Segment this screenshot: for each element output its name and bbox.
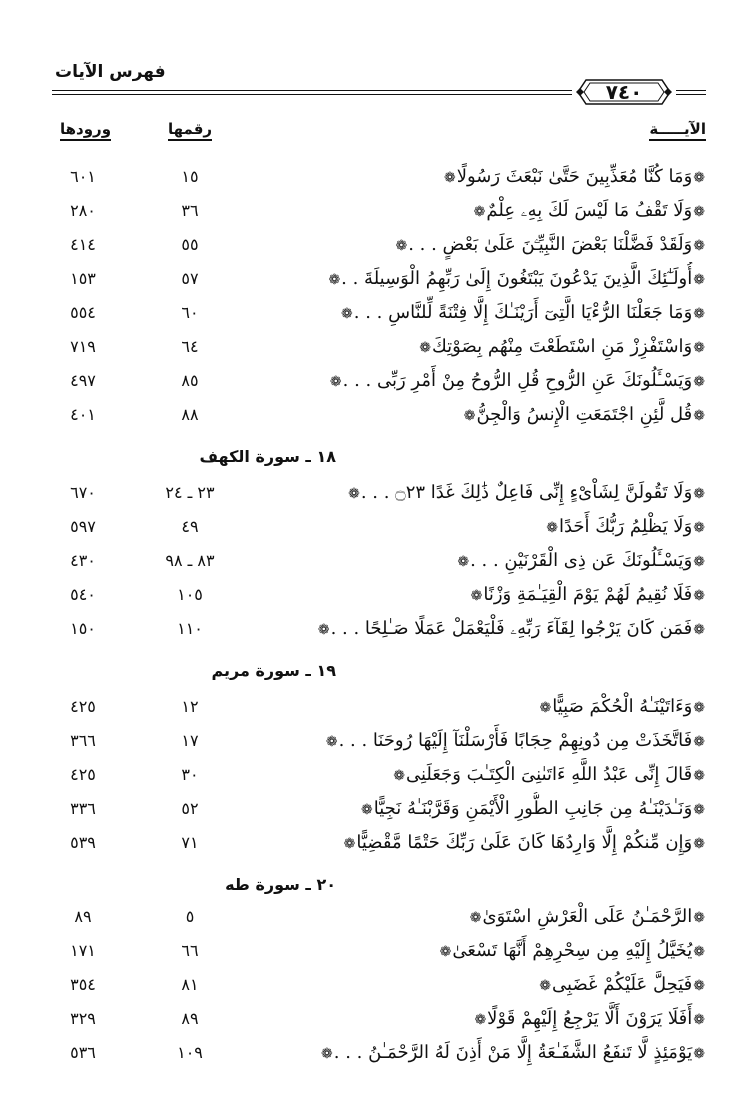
column-header-number: رقمها — [168, 120, 212, 141]
bracket-ornament-icon: ❁ — [474, 1012, 487, 1028]
verse-number: ٧١ — [181, 833, 199, 852]
occurrence-page: ٤١٤ — [70, 235, 96, 254]
verse-string: قَالَ إِنِّى عَبْدُ اللَّهِ ءَاتَىٰنِىَ الْكِتَـٰبَ وَجَعَلَنِى — [405, 764, 693, 785]
table-row — [0, 758, 756, 792]
occurrence-page: ٣٣٦ — [70, 799, 96, 818]
bracket-ornament-icon: ❁ — [693, 1046, 705, 1062]
verse-string: فَمَن كَانَ يَرْجُوا لِقَآءَ رَبِّهِۦ فَلْيَعْمَلْ عَمَلًا صَـٰلِحًا . . . — [330, 618, 693, 639]
bracket-ornament-icon: ❁ — [693, 374, 705, 390]
occurrence-page: ٧١٩ — [70, 337, 96, 356]
occurrence-page: ٥٩٧ — [70, 517, 96, 536]
bracket-ornament-icon: ❁ — [395, 238, 408, 254]
verse-number: ٣٠ — [181, 765, 199, 784]
bracket-ornament-icon: ❁ — [329, 374, 342, 390]
verse-number: ١٥ — [181, 167, 199, 186]
verse-string: وَنَـٰدَيْنَـٰهُ مِن جَانِبِ الطُّورِ الْأَيْمَنِ وَقَرَّبْنَـٰهُ نَجِيًّا — [373, 798, 693, 819]
occurrence-page: ١٥٠ — [70, 619, 96, 638]
surah-heading: ١٨ ـ سورة الكهف — [199, 447, 336, 466]
verse-string: وَمَا كُنَّا مُعَذِّبِينَ حَتَّىٰ نَبْعَثَ رَسُولًا — [456, 166, 693, 187]
bracket-ornament-icon: ❁ — [539, 978, 552, 994]
verse-string: قُل لَّئِنِ اجْتَمَعَتِ الْإِنسُ وَالْجِنُّ — [476, 404, 693, 425]
occurrence-page: ٥٥٤ — [70, 303, 96, 322]
verse-text — [276, 262, 706, 296]
verse-string: وَيَسْـَٔلُونَكَ عَنِ الرُّوحِ قُلِ الرُّوحُ مِنْ أَمْرِ رَبِّى . . . — [342, 370, 693, 391]
table-row — [0, 544, 756, 578]
bracket-ornament-icon: ❁ — [393, 768, 405, 784]
table-row — [0, 476, 756, 510]
verse-text — [276, 510, 706, 544]
verse-string: وَمَا جَعَلْنَا الرُّءْيَا الَّتِىٓ أَرَيْنَـٰكَ إِلَّا فِتْنَةً لِّلنَّاسِ . . . — [353, 302, 693, 323]
surah-heading: ٢٠ ـ سورة طه — [225, 875, 336, 894]
verse-text — [276, 228, 706, 262]
table-row — [0, 364, 756, 398]
occurrence-page: ٦٧٠ — [70, 483, 96, 502]
verse-text — [276, 792, 706, 826]
bracket-ornament-icon: ❁ — [325, 734, 338, 750]
verse-number: ١٠٩ — [177, 1043, 203, 1062]
bracket-ornament-icon: ❁ — [693, 944, 705, 960]
verse-text — [276, 612, 706, 646]
header-rule — [676, 90, 706, 91]
verse-number: ٨١ — [181, 975, 199, 994]
bracket-ornament-icon: ❁ — [343, 836, 356, 852]
occurrence-page: ٤٣٠ — [70, 551, 96, 570]
bracket-ornament-icon: ❁ — [693, 1012, 705, 1028]
verse-string: وَءَاتَيْنَـٰهُ الْحُكْمَ صَبِيًّا — [552, 696, 693, 717]
bracket-ornament-icon: ❁ — [693, 486, 705, 502]
table-row — [0, 968, 756, 1002]
verse-string: أُولَـٰٓئِكَ الَّذِينَ يَدْعُونَ يَبْتَغُونَ إِلَىٰ رَبِّهِمُ الْوَسِيلَةَ . . — [341, 268, 693, 289]
verse-text — [276, 1036, 706, 1070]
table-row — [0, 398, 756, 432]
bracket-ornament-icon: ❁ — [473, 204, 486, 220]
table-row — [0, 578, 756, 612]
table-row — [0, 934, 756, 968]
verse-string: يَوْمَئِذٍ لَّا تَنفَعُ الشَّفَـٰعَةُ إِلَّا مَنْ أَذِنَ لَهُ الرَّحْمَـٰنُ . . . — [333, 1042, 693, 1063]
verse-number: ٤٩ — [181, 517, 199, 536]
occurrence-page: ٨٩ — [74, 907, 92, 926]
column-header-occurrence: ورودها — [60, 120, 111, 141]
verse-string: فَاتَّخَذَتْ مِن دُونِهِمْ حِجَابًا فَأَرْسَلْنَآ إِلَيْهَا رُوحَنَا . . . — [338, 730, 693, 751]
bracket-ornament-icon: ❁ — [546, 520, 558, 536]
verse-text — [276, 826, 706, 860]
bracket-ornament-icon: ❁ — [321, 1046, 333, 1062]
bracket-ornament-icon: ❁ — [419, 340, 431, 356]
bracket-ornament-icon: ❁ — [693, 700, 705, 716]
bracket-ornament-icon: ❁ — [341, 306, 353, 322]
verse-string: يُخَيَّلُ إِلَيْهِ مِن سِحْرِهِمْ أَنَّهَا تَسْعَىٰ — [452, 940, 693, 961]
verse-number: ٢٣ ـ ٢٤ — [165, 483, 215, 502]
verse-number: ١٠٥ — [177, 585, 203, 604]
table-row — [0, 194, 756, 228]
bracket-ornament-icon: ❁ — [693, 802, 705, 818]
verse-text — [276, 398, 706, 432]
verse-string: فَيَحِلَّ عَلَيْكُمْ غَضَبِى — [552, 974, 693, 995]
occurrence-page: ٥٣٩ — [70, 833, 96, 852]
occurrence-page: ١٧١ — [70, 941, 96, 960]
occurrence-page: ٥٣٦ — [70, 1043, 96, 1062]
verse-text — [276, 690, 706, 724]
verse-string: وَإِن مِّنكُمْ إِلَّا وَارِدُهَا كَانَ عَلَىٰ رَبِّكَ حَتْمًا مَّقْضِيًّا — [356, 832, 693, 853]
verse-number: ٥ — [185, 907, 195, 926]
surah-heading: ١٩ ـ سورة مريم — [211, 661, 336, 680]
verse-number: ٨٥ — [181, 371, 199, 390]
header-rule — [676, 94, 706, 95]
table-row — [0, 1002, 756, 1036]
verse-string: وَلَا تَقْفُ مَا لَيْسَ لَكَ بِهِۦ عِلْمٌ — [486, 200, 693, 221]
page-number: ٧٤٠ — [605, 80, 643, 104]
header-rule — [52, 94, 572, 95]
verse-number: ٥٥ — [181, 235, 199, 254]
bracket-ornament-icon: ❁ — [693, 588, 705, 604]
verse-string: وَاسْتَفْزِزْ مَنِ اسْتَطَعْتَ مِنْهُم بِصَوْتِكَ — [432, 336, 693, 357]
column-header-aya: الآيـــــة — [649, 120, 706, 141]
bracket-ornament-icon: ❁ — [693, 910, 705, 926]
table-row — [0, 510, 756, 544]
bracket-ornament-icon: ❁ — [444, 170, 456, 186]
verse-number: ٥٢ — [181, 799, 199, 818]
occurrence-page: ٣٢٩ — [70, 1009, 96, 1028]
bracket-ornament-icon: ❁ — [693, 170, 705, 186]
bracket-ornament-icon: ❁ — [361, 802, 373, 818]
verse-text — [276, 160, 706, 194]
verse-text — [276, 364, 706, 398]
verse-number: ٦٠ — [181, 303, 199, 322]
bracket-ornament-icon: ❁ — [328, 272, 341, 288]
occurrence-page: ٥٤٠ — [70, 585, 96, 604]
occurrence-page: ٢٨٠ — [70, 201, 96, 220]
verse-text — [276, 194, 706, 228]
verse-number: ٥٧ — [181, 269, 199, 288]
verse-number: ١٢ — [181, 697, 199, 716]
verse-number: ٨٣ ـ ٩٨ — [165, 551, 215, 570]
table-row — [0, 826, 756, 860]
bracket-ornament-icon: ❁ — [317, 622, 330, 638]
verse-text — [276, 330, 706, 364]
table-row — [0, 160, 756, 194]
bracket-ornament-icon: ❁ — [439, 944, 452, 960]
bracket-ornament-icon: ❁ — [693, 768, 705, 784]
verse-text — [276, 578, 706, 612]
verse-number: ٦٦ — [181, 941, 199, 960]
occurrence-page: ١٥٣ — [70, 269, 96, 288]
occurrence-page: ٣٦٦ — [70, 731, 96, 750]
bracket-ornament-icon: ❁ — [693, 836, 705, 852]
verse-text — [276, 724, 706, 758]
bracket-ornament-icon: ❁ — [693, 238, 705, 254]
occurrence-page: ٦٠١ — [70, 167, 96, 186]
table-row — [0, 612, 756, 646]
verse-number: ٨٨ — [181, 405, 199, 424]
bracket-ornament-icon: ❁ — [693, 340, 705, 356]
occurrence-page: ٤٩٧ — [70, 371, 96, 390]
verse-number: ١٧ — [181, 731, 199, 750]
bracket-ornament-icon: ❁ — [469, 910, 482, 926]
verse-text — [276, 758, 706, 792]
occurrence-page: ٤٢٥ — [70, 765, 96, 784]
verse-number: ١١٠ — [177, 619, 203, 638]
table-row — [0, 900, 756, 934]
verse-string: وَلَقَدْ فَضَّلْنَا بَعْضَ النَّبِيِّـۧنَ عَلَىٰ بَعْضٍ . . . — [408, 234, 693, 255]
table-row — [0, 330, 756, 364]
bracket-ornament-icon: ❁ — [693, 520, 705, 536]
table-row — [0, 792, 756, 826]
bracket-ornament-icon: ❁ — [693, 622, 705, 638]
bracket-ornament-icon: ❁ — [457, 554, 470, 570]
bracket-ornament-icon: ❁ — [693, 204, 705, 220]
verse-text — [276, 296, 706, 330]
verse-text — [276, 968, 706, 1002]
verse-string: وَلَا يَظْلِمُ رَبُّكَ أَحَدًا — [558, 516, 693, 537]
verse-string: فَلَا نُقِيمُ لَهُمْ يَوْمَ الْقِيَـٰمَةِ وَزْنًا — [483, 584, 693, 605]
verse-text — [276, 1002, 706, 1036]
verse-string: وَلَا تَقُولَنَّ لِشَاْىْءٍ إِنِّى فَاعِلٌ ذَٰلِكَ غَدًا ۝٢٣ . . . — [360, 482, 693, 503]
bracket-ornament-icon: ❁ — [348, 486, 360, 502]
verse-text — [276, 544, 706, 578]
bracket-ornament-icon: ❁ — [693, 272, 705, 288]
verse-string: أَفَلَا يَرَوْنَ أَلَّا يَرْجِعُ إِلَيْهِمْ قَوْلًا — [487, 1008, 693, 1029]
bracket-ornament-icon: ❁ — [693, 408, 705, 424]
verse-string: الرَّحْمَـٰنُ عَلَى الْعَرْشِ اسْتَوَىٰ — [482, 906, 693, 927]
bracket-ornament-icon: ❁ — [470, 588, 483, 604]
table-row — [0, 228, 756, 262]
bracket-ornament-icon: ❁ — [693, 554, 705, 570]
bracket-ornament-icon: ❁ — [539, 700, 552, 716]
occurrence-page: ٤٢٥ — [70, 697, 96, 716]
occurrence-page: ٣٥٤ — [70, 975, 96, 994]
verse-number: ٦٤ — [181, 337, 199, 356]
verse-string: وَيَسْـَٔلُونَكَ عَن ذِى الْقَرْنَيْنِ . . . — [470, 550, 693, 571]
header-rule — [52, 90, 572, 91]
verse-text — [276, 900, 706, 934]
table-row — [0, 262, 756, 296]
page-number-frame — [574, 76, 674, 108]
bracket-ornament-icon: ❁ — [693, 734, 705, 750]
table-row — [0, 1036, 756, 1070]
verse-text — [276, 934, 706, 968]
table-row — [0, 690, 756, 724]
occurrence-page: ٤٠١ — [70, 405, 96, 424]
bracket-ornament-icon: ❁ — [693, 978, 705, 994]
bracket-ornament-icon: ❁ — [693, 306, 705, 322]
verse-number: ٣٦ — [181, 201, 199, 220]
verse-text — [276, 476, 706, 510]
table-row — [0, 296, 756, 330]
table-row — [0, 724, 756, 758]
bracket-ornament-icon: ❁ — [463, 408, 476, 424]
verse-number: ٨٩ — [181, 1009, 199, 1028]
running-title: فهرس الآيات — [55, 62, 166, 82]
